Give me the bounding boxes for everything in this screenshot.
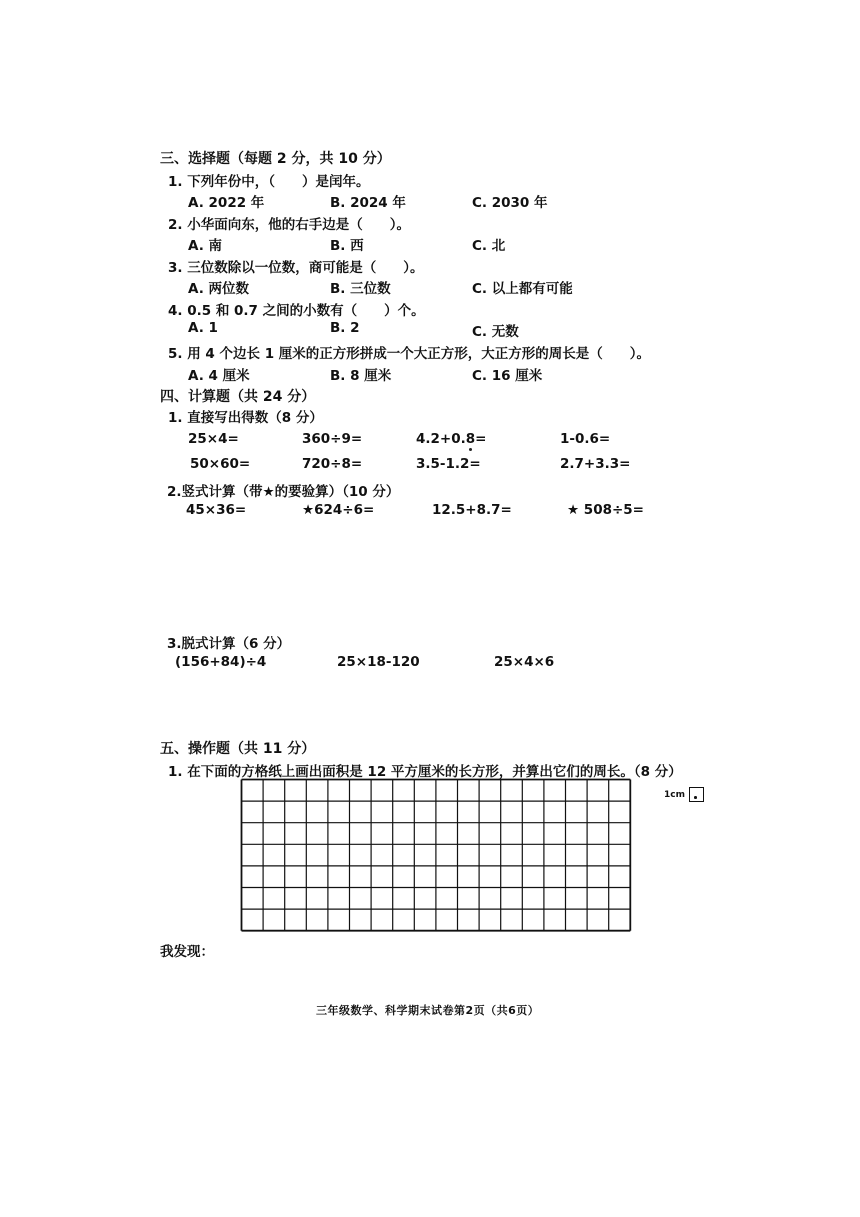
oral-calc-item: 720÷8=	[302, 456, 363, 472]
oral-calc-item: 50×60=	[190, 456, 251, 472]
question-3-option-a: A. 两位数	[188, 281, 250, 297]
oral-calc-item: 25×4=	[188, 431, 239, 447]
oral-calc-item: 360÷9=	[302, 431, 363, 447]
oral-calc-item: 3.5-1.2=	[416, 456, 481, 472]
speck-mark	[469, 448, 472, 451]
question-5-option-b: B. 8 厘米	[330, 368, 392, 384]
question-1-stem: 1. 下列年份中，（ ）是闰年。	[168, 174, 370, 190]
question-3-stem: 3. 三位数除以一位数，商可能是（ ）。	[168, 260, 424, 276]
question-4-option-b: B. 2	[330, 320, 360, 336]
unit-square-dot	[694, 796, 697, 799]
question-5-stem: 5. 用 4 个边长 1 厘米的正方形拼成一个大正方形，大正方形的周长是（ ）。	[168, 346, 651, 362]
page-footer: 三年级数学、科学期末试卷第2页（共6页）	[316, 1004, 540, 1017]
question-5-option-a: A. 4 厘米	[188, 368, 250, 384]
section-5-title: 五、操作题（共 11 分）	[160, 741, 316, 757]
stepwise-calc-item: 25×18-120	[337, 654, 420, 670]
question-3-option-b: B. 三位数	[330, 281, 391, 297]
finding-label: 我发现：	[160, 944, 214, 960]
section-3-title: 三、选择题（每题 2 分，共 10 分）	[160, 151, 391, 167]
operation-question-1: 1. 在下面的方格纸上画出面积是 12 平方厘米的长方形，并算出它们的周长。（8 分）	[168, 764, 682, 780]
vertical-calc-item: 45×36=	[186, 502, 247, 518]
question-2-option-c: C. 北	[472, 238, 506, 254]
calc-part-2-title: 2.竖式计算（带★的要验算）（10 分）	[167, 484, 400, 500]
question-4-option-a: A. 1	[188, 320, 218, 336]
question-4-option-c: C. 无数	[472, 324, 519, 340]
square-grid-paper[interactable]	[240, 778, 632, 938]
calc-part-1-title: 1. 直接写出得数（8 分）	[168, 410, 323, 426]
question-2-option-a: A. 南	[188, 238, 223, 254]
vertical-calc-item: ★624÷6=	[302, 502, 375, 518]
section-4-title: 四、计算题（共 24 分）	[160, 389, 316, 405]
unit-label: 1cm	[664, 790, 685, 800]
oral-calc-item: 1-0.6=	[560, 431, 611, 447]
stepwise-calc-item: (156+84)÷4	[175, 654, 267, 670]
question-5-option-c: C. 16 厘米	[472, 368, 543, 384]
oral-calc-item: 2.7+3.3=	[560, 456, 631, 472]
question-2-stem: 2. 小华面向东，他的右手边是（ ）。	[168, 217, 410, 233]
unit-square	[689, 787, 704, 802]
oral-calc-item: 4.2+0.8=	[416, 431, 487, 447]
question-2-option-b: B. 西	[330, 238, 364, 254]
question-1-option-c: C. 2030 年	[472, 195, 548, 211]
calc-part-3-title: 3.脱式计算（6 分）	[167, 636, 291, 652]
question-1-option-a: A. 2022 年	[188, 195, 265, 211]
question-3-option-c: C. 以上都有可能	[472, 281, 573, 297]
question-4-stem: 4. 0.5 和 0.7 之间的小数有（ ）个。	[168, 303, 425, 319]
stepwise-calc-item: 25×4×6	[494, 654, 555, 670]
vertical-calc-item: ★ 508÷5=	[567, 502, 644, 518]
question-1-option-b: B. 2024 年	[330, 195, 406, 211]
vertical-calc-item: 12.5+8.7=	[432, 502, 512, 518]
